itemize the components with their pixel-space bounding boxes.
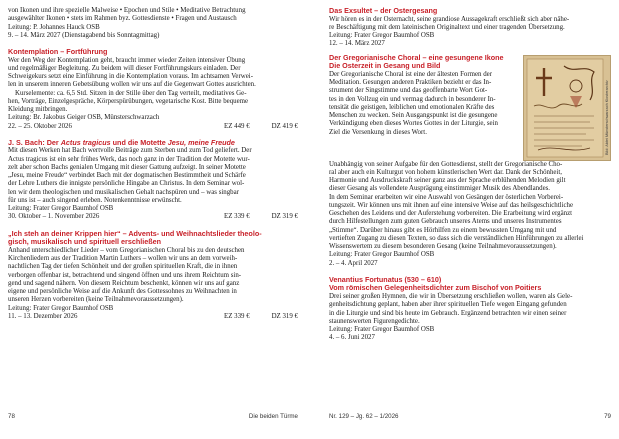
text-line: unseren Herzen vorbereiten (keine Teilnahmevoraussetzungen). bbox=[8, 296, 184, 304]
text-line: genheitsdichtung geplant, haben aber ihrer spirituellen Tiefe wegen Eingang gefunden bbox=[329, 301, 567, 309]
left-footer bbox=[8, 413, 298, 420]
text-line: Mit diesen Werken hat Bach wertvolle Beiträge zum Sterben und zum Tod geliefert. Der bbox=[8, 147, 252, 155]
text-line: eigene und persönliche Weise auf die Ankunft des Gottessohnes zu Weihnachten in bbox=[8, 288, 237, 296]
text-line: tensität die geistigen, leiblichen und emotionalen Kräfte des bbox=[329, 103, 495, 111]
course-dates: 12. – 14. März 2027 bbox=[329, 40, 385, 48]
text-line: verborgen offenbar ist, betrachtend und singend öffnen und uns ihrem Reichtum sin- bbox=[8, 271, 242, 279]
course-title: „Ich steh an deiner Krippen hier“ – Advents- und Weihnachtslieder theolo- bbox=[8, 228, 262, 238]
course-subtitle: Die Osterzeit in Gesang und Bild bbox=[329, 61, 441, 71]
text-line: In dem Seminar erarbeiten wir eine Auswahl von Gesängen der österlichen Vorberei- bbox=[329, 193, 564, 201]
text-line: staunenswerten Figurengedichte. bbox=[329, 317, 420, 325]
course-dates: 9. – 14. März 2027 (Dienstagabend bis Sonntagmittag) bbox=[8, 31, 160, 39]
text-line: Wer den Weg der Kontemplation geht, braucht immer wieder Zeiten intensiver Übung bbox=[8, 56, 246, 64]
left-page bbox=[8, 7, 298, 409]
text-line: Meditation. Gesungen anderen Praktiken bezieht er das In- bbox=[329, 79, 492, 87]
text-line: dieser Gesang als vollendete Ausprägung einstimmiger Musik des Abendlandes. bbox=[329, 185, 551, 193]
issue-info: Nr. 129 – Jg. 62 – 1/2026 bbox=[329, 413, 399, 420]
course-title: J. S. Bach: Der Actus tragicus und die Motette Jesu, meine Freude bbox=[8, 137, 235, 147]
text-line: Anhand unterschiedlicher Lieder – vom Gregorianischen Choral bis zu den deutschen bbox=[8, 246, 245, 254]
course-title: Kontemplation – Fortführung bbox=[8, 47, 108, 56]
text-line: Actus tragicus ist ein sehr frühes Werk, das noch ganz in der Tradition der Motette wur- bbox=[8, 155, 250, 163]
text-line: nachtlichen Tag der tiefen Schönheit und der großen spirituellen Kraft, die in ihnen bbox=[8, 263, 238, 271]
course-leader: Leitung: Frater Gregor Baumhof OSB bbox=[329, 32, 435, 40]
text-line: Schweigekurs setzt eine Einführung in die Kontemplation voraus. Im achtsamen Verwei- bbox=[8, 73, 253, 81]
text-line: tungszeit. Wir können uns mit ihnen auf eine intensive Weise auf das heilsgeschichtliche bbox=[329, 201, 574, 209]
text-line: Harmonie und Ausdruckskraft seiner ganz aus der Sprache erblühenden Melodien gilt bbox=[329, 177, 566, 185]
text-line: in die Liturgie und sind bis heute im Gebrauch. Ergänzend betrachten wir einen seiner bbox=[329, 309, 567, 317]
text-line: durch Hilfestellungen zum guten Gebrauch unseres Atems und unseres Instrumentes bbox=[329, 218, 562, 226]
course-krippe bbox=[8, 230, 298, 321]
page-number: 78 bbox=[8, 413, 15, 420]
text-line: hen, Vorträge, Einzelgespräche, Körperspürübungen, vegetarische Kost. Bitte bequeme bbox=[8, 97, 249, 105]
text-line: vertieften Zugang zu diesen Texten, so dass sich die verständlichen Hinführungen zu allerlei bbox=[329, 234, 584, 242]
text-line: Wir hören es in der Osternacht, seine grandiose Aussagekraft erschließt sich aber nähe- bbox=[329, 15, 570, 23]
text-line: Ziel die Versenkung in dieses Wort. bbox=[329, 128, 427, 136]
text-line: strument der Singstimme und das geoffenbarte Wort Got- bbox=[329, 87, 488, 95]
course-leader: Leitung: Br. Jakobus Geiger OSB, Münsterschwarzach bbox=[8, 114, 160, 122]
course-leader: Leitung: Frater Gregor Baumhof OSB bbox=[8, 205, 114, 213]
course-title: Venantius Fortunatus (530 – 610) bbox=[329, 274, 442, 284]
price-double-room: DZ 319 € bbox=[271, 213, 298, 221]
course-dates: 30. Oktober – 1. November 2026 bbox=[8, 213, 100, 221]
text-line: gend und sagend nähern. Von diesem Reichtum beschenkt, können wir uns auf ganz bbox=[8, 279, 240, 287]
course-title: Das Exsultet – der Ostergesang bbox=[329, 6, 438, 15]
text-line: „Jesu, meine Freude“ verbindet Bach mit der dogmatischen Bestimmtheit und Schärfe bbox=[8, 172, 246, 180]
icon-course-tail bbox=[8, 7, 298, 40]
text-line: tes in den Vollzug ein und vermag dadurch in besonderer In- bbox=[329, 95, 496, 103]
text-line: von Ikonen und ihre spezielle Malweise • Epochen und Stile • Meditative Betrachtung bbox=[8, 7, 246, 14]
manuscript-image bbox=[524, 56, 610, 160]
course-subtitle: Vom römischen Gelegenheitsdichter zum Bischof von Poitiers bbox=[329, 283, 542, 293]
course-bach bbox=[8, 139, 298, 222]
text-line: re Beschäftigung mit dem lateinischen Originaltext und einer tragenden Übersetzung. bbox=[329, 23, 565, 31]
course-title-line2: gisch, musikalisch und spirituell erschließen bbox=[8, 237, 161, 247]
text-line: Verkündigung eben dieses Wortes Gottes in der Liturgie, sein bbox=[329, 120, 498, 128]
course-kontemplation bbox=[8, 48, 298, 131]
text-line: der Lehre Luthers die innigste persönliche Hingabe an Christus. In dem Seminar wol- bbox=[8, 180, 245, 188]
course-dates: 22. – 25. Oktober 2026 bbox=[8, 122, 72, 130]
text-line: len wir dem theologischen und musikalischen Gehalt nachspüren und – was singbar bbox=[8, 188, 239, 196]
text-line: ral aber auch ein Kulturgut von hohem künstlerischen Wert dar. Dank der Schönheit, bbox=[329, 168, 563, 176]
text-line: und regelmäßiger Begleitung. Zu beidem will dieser Fortführungskurs einladen. Der bbox=[8, 64, 241, 72]
text-line: Kleidung mitbringen. bbox=[8, 106, 68, 114]
price-single-room: EZ 339 € bbox=[224, 312, 250, 320]
course-leader: Leitung: Frater Gregor Baumhof OSB bbox=[8, 304, 114, 312]
course-leader: Leitung: P. Johannes Hauck OSB bbox=[8, 23, 100, 31]
price-single-room: EZ 449 € bbox=[224, 122, 250, 130]
image-credit: Bild: Abtei Münsterschwarzach Klosterarchiv bbox=[605, 79, 609, 155]
course-dates: 11. – 13. Dezember 2026 bbox=[8, 312, 78, 320]
page-number: 79 bbox=[604, 413, 611, 420]
right-page bbox=[329, 7, 611, 409]
text-line: len in unserem inneren Gebetsübung wollen wir uns auf die Gegenwart Gottes ausrichten. bbox=[8, 81, 256, 89]
text-line: „Stimme“. Darüber hinaus gibt es Hörhilfen zu einem bewussten Umgang mit und bbox=[329, 226, 557, 234]
course-dates-row bbox=[8, 123, 298, 131]
text-line: Kurselemente: ca. 6,5 Std. Sitzen in der Stille über den Tag verteilt, meditatives Ge- bbox=[15, 89, 247, 97]
course-dates: 2. – 4. April 2027 bbox=[329, 259, 378, 267]
course-gregorian-choral bbox=[329, 54, 611, 268]
magazine-title: Die beiden Türme bbox=[248, 413, 298, 420]
course-dates-row bbox=[8, 313, 298, 321]
price-single-room: EZ 339 € bbox=[224, 213, 250, 221]
text-line: Unabhängig von seiner Aufgabe für den Gottesdienst, stellt der Gregorianische Cho- bbox=[329, 160, 563, 168]
price-double-room: DZ 319 € bbox=[271, 312, 298, 320]
course-exsultet bbox=[329, 7, 611, 49]
text-line: ausgewählter Ikonen • stets im Rahmen byz. Gottesdienste • Fragen und Austausch bbox=[8, 15, 237, 23]
text-line: Wissenswertem zu diesem besonderen Gesang (keine Teilnahmevoraussetzungen). bbox=[329, 243, 557, 251]
course-title: Der Gregorianische Choral – eine gesungene Ikone bbox=[329, 52, 504, 62]
text-line: Drei seiner großen Hymnen, die wir in Übersetzung erschließen wollen, waren als Gele- bbox=[329, 293, 573, 301]
course-dates-row bbox=[8, 213, 298, 221]
text-line: Der Gregorianische Choral ist eine der ältesten Formen der bbox=[329, 70, 493, 78]
course-leader: Leitung: Frater Gregor Baumhof OSB bbox=[329, 251, 435, 259]
course-venantius bbox=[329, 276, 611, 343]
course-dates: 4. – 6. Juni 2027 bbox=[329, 334, 375, 342]
text-line: Menschen zu wecken. Sein Ausgangspunkt ist die gesungene bbox=[329, 112, 498, 120]
price-double-room: DZ 419 € bbox=[271, 122, 298, 130]
text-line: Kirchenliedern aus der Tradition Martin Luthers – wollen wir uns an dem vorweih- bbox=[8, 255, 238, 263]
right-footer bbox=[329, 413, 611, 420]
course-leader: Leitung: Frater Gregor Baumhof OSB bbox=[329, 326, 435, 334]
text-line: Geschehen des Leidens und der Auferstehung vorbereiten. Die Erarbeitung wird ergänzt bbox=[329, 210, 573, 218]
manuscript-illustration bbox=[523, 55, 611, 161]
text-line: für uns ist – auch singend erleben. Notenkenntnisse erwünscht. bbox=[8, 196, 182, 204]
text-line: zelt aber schon Bachs genialen Umgang mit dieser Gattung aufzeigt. In seiner Motette bbox=[8, 163, 246, 171]
